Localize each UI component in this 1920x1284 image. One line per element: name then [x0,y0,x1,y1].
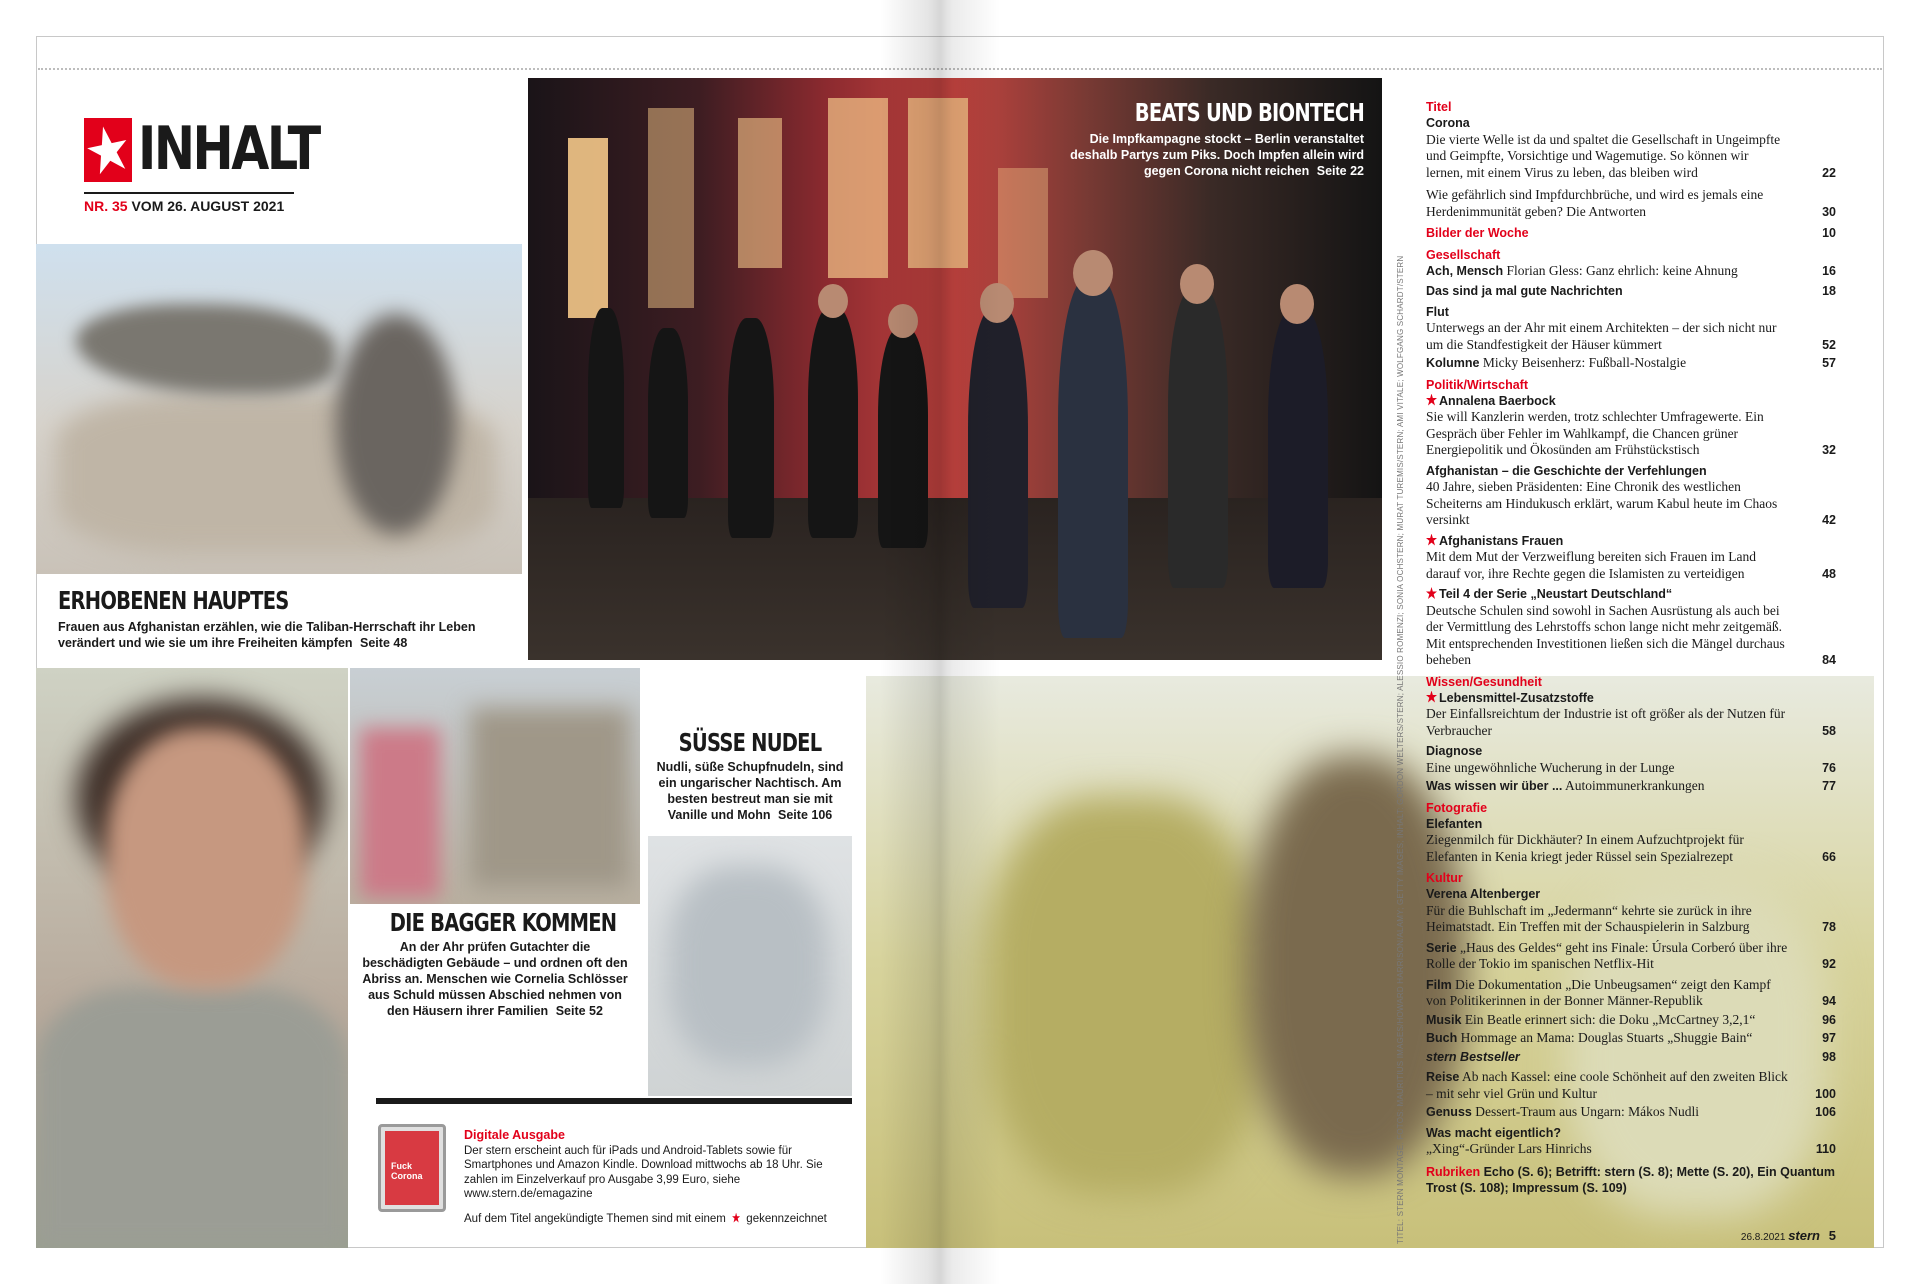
section-bilder: Bilder der Woche [1426,226,1529,240]
red-star-icon [1426,394,1437,406]
toc-entry [1426,1012,1836,1029]
toc-key: Diagnose [1426,744,1483,758]
toc-key: Buch [1426,1031,1458,1045]
toc-text: Ab nach Kassel: eine coole Schönheit auf den zweiten Blick – mit sehr viel Grün und Kultur [1426,1069,1788,1101]
caption-nudel-headline: SÜSSE NUDEL [678,728,822,757]
toc-entry [1426,304,1836,354]
toc-key: Serie [1426,940,1457,955]
toc-entry [1426,977,1836,1010]
red-star-icon [1426,534,1437,546]
toc-page: 32 [1822,443,1836,457]
toc-text: Der Einfallsreichtum der Industrie ist oft größer als der Nutzen für Verbraucher [1426,706,1786,738]
photo-baerbock [36,668,348,1248]
toc-key: Musik [1426,1012,1462,1027]
caption-afghanistan-headline: ERHOBENEN HAUPTES [58,586,289,615]
toc-text: Ziegenmilch für Dickhäuter? In einem Aufzuchtprojekt für Elefanten in Kenia kriegt jeder Rüssel sein Spezialrezept [1426,832,1744,864]
page-footer [1426,1228,1836,1243]
red-star-icon [732,1213,740,1223]
toc-text: Eine ungewöhnliche Wucherung in der Lunge [1426,759,1675,775]
caption-bagger-page: Seite 52 [555,1004,603,1018]
toc-page: 106 [1815,1105,1836,1119]
toc-key: Ach, Mensch [1426,263,1504,278]
toc-key: Teil 4 der Serie „Neustart Deutschland“ [1439,587,1673,601]
toc-page: 16 [1822,263,1836,278]
digital-edition-box [464,1128,854,1226]
toc-page: 78 [1822,920,1836,934]
toc-page: 18 [1822,284,1836,298]
toc-page: 110 [1815,1142,1836,1156]
toc-text: Dessert-Traum aus Ungarn: Mákos Nudli [1475,1104,1699,1119]
issue-line [84,192,294,214]
caption-bagger [360,908,630,1019]
toc-text: Die Dokumentation „Die Unbeugsamen“ zeigt den Kampf von Politikerinnen in der Bonner Männer-Republik [1426,976,1771,1008]
toc-key: Verena Altenberger [1426,887,1541,901]
section-rubriken: Rubriken [1426,1164,1481,1179]
toc-entry [1426,463,1836,529]
toc-entry [1426,355,1836,372]
toc-page: 57 [1822,356,1836,370]
toc-entry [1426,586,1836,669]
page-number: 5 [1828,1228,1836,1243]
toc-entry [1426,393,1836,459]
toc-page: 97 [1822,1031,1836,1045]
caption-bagger-headline: DIE BAGGER KOMMEN [389,908,617,937]
toc-key: Flut [1426,304,1449,319]
caption-bagger-text: An der Ahr prüfen Gutachter die beschädigten Gebäude – und ordnen oft den Abriss an. Menschen wie Cornelia Schlösser aus Schuld müssen Abschied nehmen von den Häusern ihrer Familien [362,940,628,1018]
caption-nudel [648,728,852,823]
toc-entry [1426,778,1836,795]
toc-text: 40 Jahre, sieben Präsidenten: Eine Chronik des westlichen Scheiterns am Hindukusch erklärt, warum Kabul heute im Chaos versinkt [1426,479,1778,527]
toc-entry [1426,886,1836,936]
toc-entry [1426,283,1836,300]
toc-key: Corona [1426,116,1470,130]
toc-key: Lebensmittel-Zusatzstoffe [1439,690,1594,705]
toc-text: Für die Buhlschaft im „Jedermann“ kehrte sie zurück in ihre Heimatstadt. Ein Treffen mit der Schauspielerin in Salzburg [1426,902,1752,934]
section-wissen: Wissen/Gesundheit [1426,674,1542,689]
toc-entry [1426,1030,1836,1047]
toc-key: Annalena Baerbock [1439,393,1556,408]
main-photo-page: Seite 22 [1316,164,1364,178]
toc-page: 22 [1822,165,1836,180]
caption-nudel-text: Nudli, süße Schupfnudeln, sind ein ungarischer Nachtisch. Am besten bestreut man sie mit Vanille und Mohn [656,760,844,822]
toc-text: Sie will Kanzlerin werden, trotz schlechter Umfragewerte. Ein Gespräch über Fehler im Wahlkampf, die Chancen grüner Energiepolitik und Ökosünden am Frühstückstisch [1426,409,1764,457]
toc-entry [1426,187,1836,220]
toc-entry-rubriken [1426,1164,1836,1197]
issue-number: NR. 35 [84,198,128,214]
toc-page: 30 [1822,204,1836,219]
toc-key: Genuss [1426,1105,1472,1119]
toc-entry [1426,1049,1836,1066]
toc-text: „Xing“-Gründer Lars Hinrichs [1426,1141,1592,1156]
toc-text: Ein Beatle erinnert sich: die Doku „McCartney 3,2,1“ [1464,1011,1756,1027]
toc-key: Afghanistans Frauen [1439,533,1564,548]
toc-key: Kolumne [1426,356,1480,370]
digital-heading: Digitale Ausgabe [464,1128,565,1142]
section-politik: Politik/Wirtschaft [1426,377,1528,392]
toc-key: Afghanistan – die Geschichte der Verfehlungen [1426,463,1707,478]
toc-text: Die vierte Welle ist da und spaltet die Gesellschaft in Ungeimpfte und Geimpfte, Vorsichtige und Wagemutige. So können wir lernen, mit einem Virus zu leben, das bleiben wird [1426,131,1781,180]
toc-page: 42 [1822,513,1836,527]
main-photo [528,78,1382,660]
toc-entry [1426,263,1836,280]
caption-afghanistan-text: Frauen aus Afghanistan erzählen, wie die Taliban-Herrschaft ihr Leben verändert und wie sie um ihre Freiheiten kämpfen [58,620,476,650]
main-photo-headline: BEATS UND BIONTECH [1134,98,1364,127]
toc-text: Micky Beisenherz: Fußball-Nostalgie [1482,355,1687,370]
toc-page: 96 [1822,1012,1836,1027]
red-star-icon [1426,587,1437,599]
digital-footnote [464,1212,854,1227]
footer-brand: stern [1788,1228,1820,1243]
toc-entry [1426,1104,1836,1121]
toc-page: 52 [1822,337,1836,352]
caption-afghanistan-page: Seite 48 [360,636,408,650]
red-star-icon [1426,691,1437,703]
toc-page: 10 [1822,226,1836,240]
toc-entry [1426,743,1836,776]
toc-entry [1426,816,1836,866]
photo-afghanistan [36,244,522,574]
caption-nudel-page: Seite 106 [778,808,833,822]
section-titel: Titel [1426,100,1452,114]
divider-bar [376,1098,852,1104]
toc-page: 92 [1822,957,1836,971]
section-kultur: Kultur [1426,871,1463,885]
photo-flood [350,668,640,904]
toc-text: Autoimmunerkrankungen [1565,778,1705,793]
toc-entry [1426,1125,1836,1158]
toc-entry [1426,690,1836,740]
toc-key: Reise [1426,1070,1460,1084]
issue-date: VOM 26. AUGUST 2021 [131,198,285,214]
footnote-before: Auf dem Titel angekündigte Themen sind mit einem [464,1212,726,1225]
footnote-after: gekennzeichnet [746,1212,827,1225]
toc-key: Was macht eigentlich? [1426,1125,1561,1140]
toc-page: 48 [1822,566,1836,581]
toc-text: Hommage an Mama: Douglas Stuarts „Shuggie Bain“ [1460,1030,1753,1045]
digital-text: Der stern erscheint auch für iPads und Android-Tablets sowie für Smartphones und Amazon Kindle. Download mittwochs ab 18 Uhr. Sie zahlen im Einzelverkauf pro Ausgabe 3,99 Euro, siehe www.stern.de/emagazine [464,1144,823,1200]
page-title: INHALT [138,114,319,184]
toc-page: 100 [1815,1086,1836,1101]
toc-text: Mit dem Mut der Verzweiflung bereiten sich Frauen im Land darauf vor, ihre Rechte gegen die Islamisten zu verteidigen [1426,549,1757,581]
toc-page: 76 [1822,760,1836,775]
toc-entry [1426,115,1836,181]
caption-afghanistan [58,586,498,651]
toc-page: 58 [1822,723,1836,738]
photo-nudel [648,836,852,1096]
main-photo-caption [1064,98,1364,179]
toc-key: Das sind ja mal gute Nachrichten [1426,284,1623,298]
section-fotografie: Fotografie [1426,800,1488,815]
toc-page: 84 [1822,653,1836,667]
photo-credits: TITEL: STERN MONTAGE. FOTOS: MAURITIUS IMAGES/HOWARD HARRISON/ALAMY; GETTY IMAGES; INHALT: GORDON WELTERS/STERN; ALESSIO ROMENZI; SONIA OCHSTERN; MURAT TUREMIS/STERN; AMI VITALE; WOLFGANG SCHARDT/STERN [1396,255,1405,1244]
stern-star-icon [84,118,132,182]
toc-text: „Haus des Geldes“ geht ins Finale: Úrsula Corberó über ihre Rolle der Tokio im spanischen Netflix-Hit [1426,939,1788,971]
section-gesellschaft: Gesellschaft [1426,247,1501,262]
toc-key: Film [1426,977,1452,992]
toc-text: Unterwegs an der Ahr mit einem Architekten – der sich nicht nur um die Standfestigkeit der Häuser kümmert [1426,320,1777,352]
toc-page: 98 [1822,1049,1836,1064]
toc-key: Was wissen wir über ... [1426,779,1563,793]
dotted-rule [38,68,1882,70]
toc-page: 94 [1822,994,1836,1008]
footer-date: 26.8.2021 [1740,1232,1786,1243]
toc-entry-bilder [1426,225,1836,242]
thumb-text: Fuck Corona [391,1161,423,1181]
toc-key: Echo (S. 6); Betrifft: stern (S. 8); Mette (S. 20), Ein Quantum Trost (S. 108); Impressum (S. 109) [1426,1164,1835,1195]
toc-key: Elefanten [1426,816,1483,831]
toc-page: 77 [1822,779,1836,793]
tablet-thumbnail [378,1124,446,1212]
toc-entry [1426,940,1836,973]
main-photo-text: Die Impfkampagne stockt – Berlin veranstaltet deshalb Partys zum Piks. Doch Impfen allein wird gegen Corona nicht reichen [1070,132,1364,178]
toc-text: Wie gefährlich sind Impfdurchbrüche, und wird es jemals eine Herdenimmunität geben? Die Antworten [1426,187,1764,219]
toc-text: Florian Gless: Ganz ehrlich: keine Ahnung [1506,262,1738,278]
toc-key: stern Bestseller [1426,1049,1520,1064]
table-of-contents [1426,94,1836,1197]
toc-entry [1426,1069,1836,1102]
toc-text: Deutsche Schulen sind sowohl in Sachen Ausrüstung als auch bei der Vermittlung des Lehrstoffs schon lange nicht mehr zeitgemäß. Mit entsprechenden Investitionen ließen sich die Mängel durchaus beheben [1426,602,1785,667]
toc-page: 66 [1822,849,1836,864]
toc-entry [1426,533,1836,583]
